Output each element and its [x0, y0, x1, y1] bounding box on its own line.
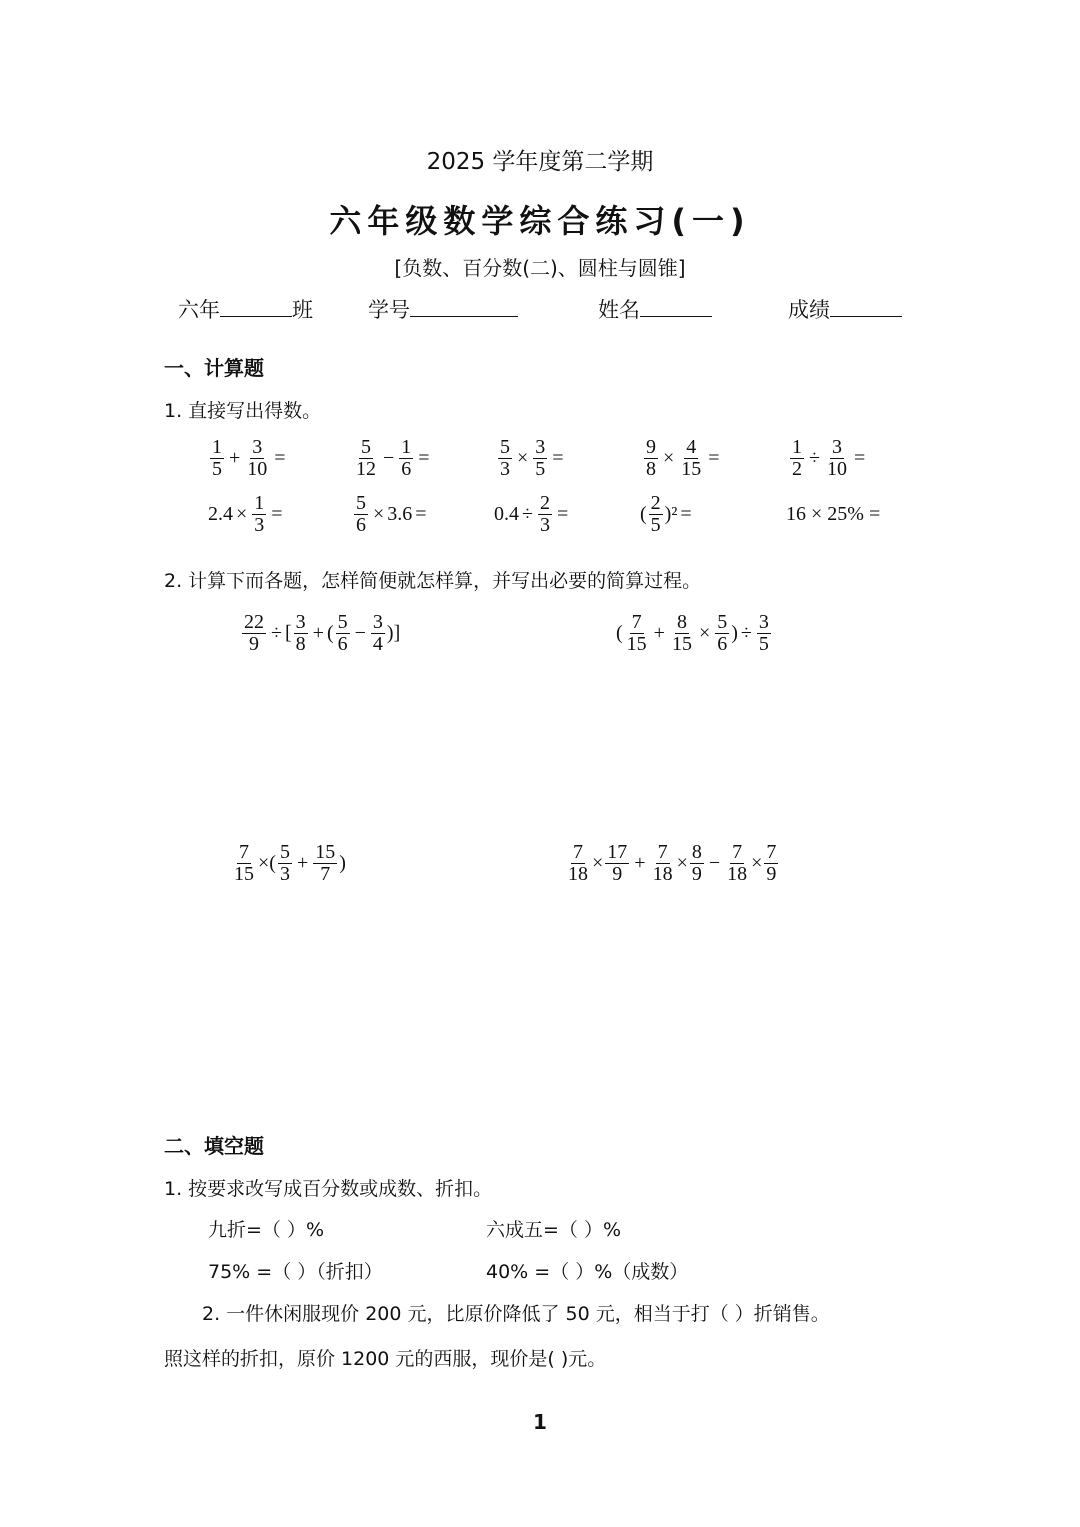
term-heading: 2025 学年度第二学期: [426, 149, 654, 175]
page-title: 六年级数学综合练习(一): [329, 202, 751, 240]
score-field: [788, 294, 902, 324]
calc-problem-3: $\frac{7}{15}$ × ( $\frac{5}{3}$ + $\frac{15}{7}$ ): [234, 841, 346, 885]
fill-question2-line2[interactable]: 照这样的折扣，原价 1200 元的西服，现价是( )元。: [164, 1348, 607, 1370]
score-blank[interactable]: [830, 296, 902, 317]
name-label: 姓名: [598, 298, 640, 322]
id-label: 学号: [368, 298, 410, 322]
oral-calc-g: $\frac{5}{6}$ × 3.6 =: [356, 492, 427, 536]
fill-item-40-percent[interactable]: 40% =（ ）%（成数）: [486, 1261, 689, 1283]
oral-calc-d: $\frac{9}{8}$ × $\frac{4}{15}$ =: [646, 436, 720, 480]
section2-heading: 二、填空题: [164, 1134, 264, 1158]
calc-problem-2: ( $\frac{7}{15}$ + $\frac{8}{15}$ × $\frac{5}{6}$ ) ÷ $\frac{3}{5}$: [616, 611, 769, 655]
fill-item-liuchengwu[interactable]: 六成五=（ ）%: [486, 1219, 622, 1241]
grade-field: [178, 294, 313, 324]
oral-calc-h: 0.4 ÷ $\frac{2}{3}$ =: [494, 492, 569, 536]
oral-calc-c: $\frac{5}{3}$ × $\frac{3}{5}$ =: [500, 436, 564, 480]
fill-item-75-percent[interactable]: 75% =（ ）（折扣）: [208, 1261, 383, 1283]
fill-question2-line1[interactable]: 2. 一件休闲服现价 200 元，比原价降低了 50 元，相当于打（ ）折销售。: [202, 1303, 830, 1325]
name-field: [598, 294, 712, 324]
oral-calc-i: ( $\frac{2}{5}$ ) ² =: [640, 492, 692, 536]
class-label: 班: [292, 298, 313, 322]
calc-problem-4: $\frac{7}{18}$ × $\frac{17}{9}$ + $\frac{7}{18}$ × $\frac{8}{9}$ − $\frac{7}{18}$ × $\frac{7}{9}$: [568, 841, 777, 885]
oral-calc-a: $\frac{1}{5}$ + $\frac{3}{10}$ =: [212, 436, 286, 480]
page-number: 1: [533, 1410, 547, 1434]
fill-question1-text: 1. 按要求改写成百分数或成数、折扣。: [164, 1178, 493, 1200]
fill-item-jiuzhe[interactable]: 九折=（ ）%: [208, 1219, 325, 1241]
calc-problem-1: $\frac{22}{9}$ ÷ [ $\frac{3}{8}$ + ( $\frac{5}{6}$ − $\frac{3}{4}$ ) ]: [244, 611, 401, 655]
section1-heading: 一、计算题: [164, 356, 264, 380]
oral-calc-e: $\frac{1}{2}$ ÷ $\frac{3}{10}$ =: [792, 436, 866, 480]
oral-calc-f: 2.4 × $\frac{1}{3}$ =: [208, 492, 283, 536]
grade-label: 六年: [178, 298, 220, 322]
id-field: [368, 294, 518, 324]
scope-subtitle: [负数、百分数(二)、圆柱与圆锥]: [394, 256, 686, 280]
question1-text: 1. 直接写出得数。: [164, 400, 322, 422]
id-blank[interactable]: [410, 296, 518, 317]
name-blank[interactable]: [640, 296, 712, 317]
oral-calc-b: $\frac{5}{12}$ − $\frac{1}{6}$ =: [356, 436, 430, 480]
question2-text: 2. 计算下而各题，怎样简便就怎样算，并写出必要的简算过程。: [164, 570, 702, 592]
oral-calc-j: 16 × 25% =: [786, 503, 881, 525]
score-label: 成绩: [788, 298, 830, 322]
class-blank[interactable]: [220, 296, 292, 317]
